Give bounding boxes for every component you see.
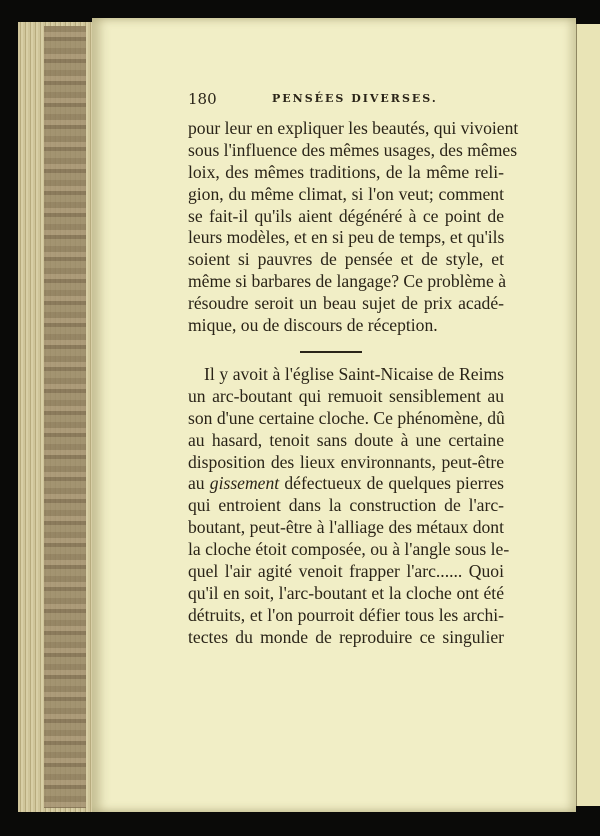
text-line: qu'il en soit, l'arc-boutant et la cloche ont été: [188, 582, 504, 603]
text-segment: défectueux de quelques pierres: [279, 473, 504, 494]
text-line: quel l'air agité venoit frapper l'arc...... Quoi: [188, 561, 504, 582]
text-line: loix, des mêmes traditions, de la même reli-: [188, 161, 504, 182]
italic-term: gissement: [209, 473, 280, 494]
text-line: au hasard, tenoit sans doute à une certaine: [188, 429, 504, 450]
text-line: son d'une certaine cloche. Ce phénomène, dû: [188, 407, 505, 428]
text-line: disposition des lieux environnants, peut-être: [188, 451, 504, 472]
text-line: leurs modèles, et en si peu de temps, et qu'ils: [188, 227, 505, 248]
text-line: Il y avoit à l'église Saint-Nicaise de Reims: [204, 364, 504, 384]
text-line: pour leur en expliquer les beautés, qui vivoient: [188, 118, 519, 138]
text-line: tectes du monde de reproduire ce singulier: [188, 626, 504, 647]
section-divider: [300, 351, 362, 353]
text-line: soient si pauvres de pensée et de style, et: [188, 249, 504, 270]
text-line: même si barbares de langage? Ce problème à: [188, 271, 507, 292]
paragraph-2: [188, 364, 510, 649]
paragraph-1: [188, 118, 519, 337]
text-line: résoudre seroit un beau sujet de prix acadé-: [188, 293, 504, 314]
text-line: sous l'influence des mêmes usages, des mêmes: [188, 139, 518, 160]
text-line: gion, du même climat, si l'on veut; comment: [188, 183, 504, 204]
text-line: se fait-il qu'ils aient dégénéré à ce point de: [188, 205, 504, 226]
text-line: boutant, peut-être à l'alliage des métaux dont: [188, 517, 504, 538]
text-line: détruits, et l'on pourroit défier tous les archi-: [188, 604, 504, 625]
text-line: un arc-boutant qui remuoit sensiblement au: [188, 385, 504, 406]
text-line: qui entroient dans la construction de l'arc-: [188, 495, 504, 516]
text-segment: au: [188, 473, 210, 494]
text-line: [188, 473, 504, 495]
running-head: PENSÉES DIVERSES.: [272, 92, 438, 105]
page-number: 180: [188, 90, 217, 108]
marbled-fore-edge: [44, 26, 86, 808]
text-line: la cloche étoit composée, ou à l'angle sous le-: [188, 539, 510, 560]
facing-page-edge: [576, 24, 600, 806]
text-line: mique, ou de discours de réception.: [188, 315, 438, 336]
